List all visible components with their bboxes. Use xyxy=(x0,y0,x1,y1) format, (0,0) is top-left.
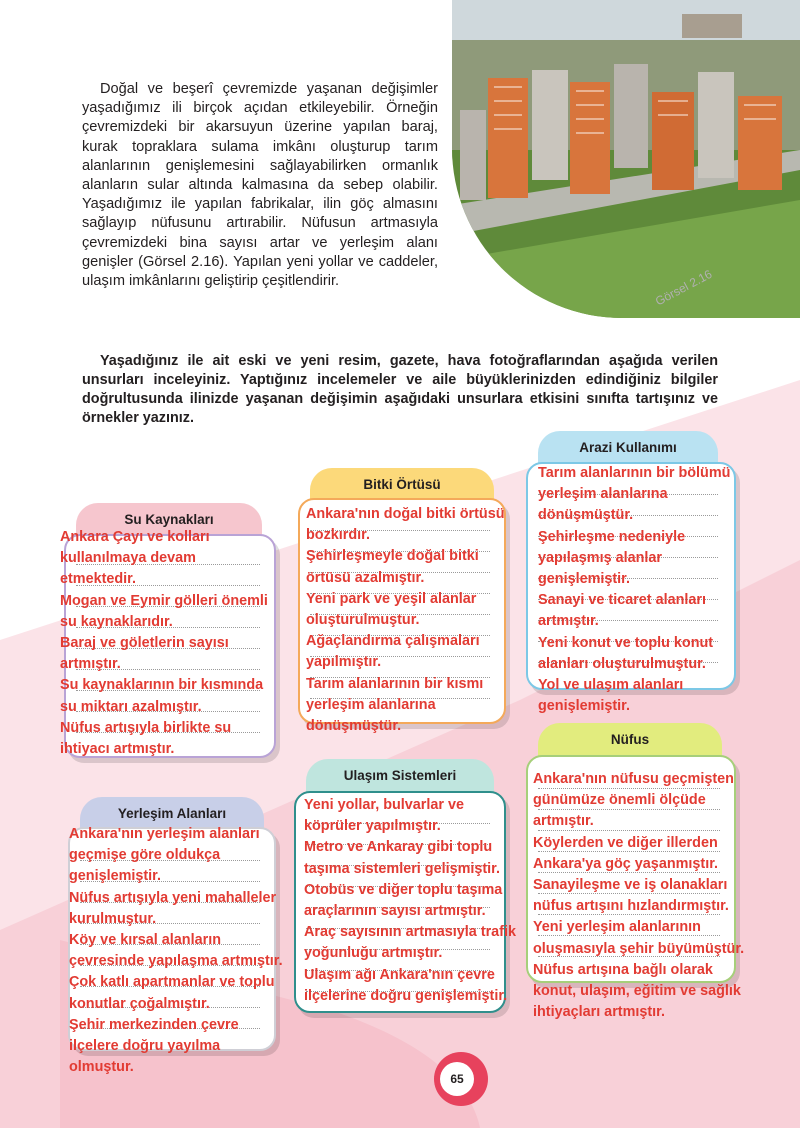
page-number: 65 xyxy=(440,1062,474,1096)
su-kaynaklari-answer: Ankara Çayı ve kolları kullanılmaya devam etmektedir. Mogan ve Eymir gölleri önemli su kaynaklarıdır. Baraj ve göletlerin sayısı artmıştır. Su kaynaklarının bir kısmında su miktarı azalmıştır. Nüfus artışıyla birlikte su ihtiyacı artmıştır. xyxy=(60,529,268,758)
bitki-ortusu-title: Bitki Örtüsü xyxy=(363,477,441,492)
arazi-kullanimi-title: Arazi Kullanımı xyxy=(579,440,677,455)
nufus-answer: Ankara'nın nüfusu geçmişten günümüze önemli ölçüde artmıştır. Köylerden ve diğer illerden Ankara'ya göç yaşanmıştır. Sanayileşme ve iş olanakları nüfus artışını hızlandırmıştır. Yeni yerleşim alanlarının oluşmasıyla şehir büyümüştür. Nüfus artışına bağlı olarak konut, ulaşım, eğitim ve sağlık ihtiyaçları artmıştır. xyxy=(533,771,745,1021)
yerlesim-alanlari-title: Yerleşim Alanları xyxy=(117,806,227,821)
photo-caption: Görsel 2.16 xyxy=(653,266,715,309)
nufus-title: Nüfus xyxy=(610,732,650,747)
su-kaynaklari-title: Su Kaynakları xyxy=(124,512,214,527)
yerlesim-alanlari-answer: Ankara'nın yerleşim alanları geçmişe göre oldukça genişlemiştir. Nüfus artışıyla yeni mahalleler kurulmuştur. Köy ve kırsal alanların çevresinde yapılaşma artmıştır. Çok katlı apartmanlar ve toplu konutlar çoğalmıştır. Şehir merkezinden çevre ilçelere doğru yayılma olmuştur. xyxy=(69,826,283,1076)
bitki-ortusu-answer: Ankara'nın doğal bitki örtüsü bozkırdır. Şehirleşmeyle doğal bitki örtüsü azalmıştır. Yeni park ve yeşil alanlar oluşturulmuştur. Ağaçlandırma çalışmaları yapılmıştır. Tarım alanlarının bir kısmı yerleşim alanlarına dönüşmüştür. xyxy=(306,506,505,735)
ulasim-sistemleri-answer: Yeni yollar, bulvarlar ve köprüler yapılmıştır. Metro ve Ankaray gibi toplu taşıma sistemleri gelişmiştir. Otobüs ve diğer toplu taşıma araçlarının sayısı artmıştır. Araç sayısının artmasıyla trafik yoğunluğu artmıştır. Ulaşım ağı Ankara'nın çevre ilçelerine doğru genişlemiştir. xyxy=(304,797,516,1004)
apartment-blocks-image xyxy=(452,0,800,318)
city-photo xyxy=(452,0,800,318)
activity-instruction: Yaşadığınız ile ait eski ve yeni resim, gazete, hava fotoğraflarından aşağıda verilen unsurları inceleyiniz. Yaptığınız incelemeler ve aile büyüklerinizden edindiğiniz bilgiler doğrultusunda ilinizde yaşanan değişimin aşağıdaki unsurlara etkisini sınıfta tartışınız ve örnekler yazınız. xyxy=(82,353,718,426)
intro-paragraph: Doğal ve beşerî çevremizde yaşanan değişimler yaşadığımız ili birçok açıdan etkileyebilir. Örneğin çevremizdeki bir akarsuyun üzerine yapılan baraj, kurak topraklara sulama imkânı oluşturup tarım alanlarının genişlemesini sağlayabilirken ormanlık alanların sular altında kalmasına da sebep olabilir. Yaşadığımız ile yapılan fabrikalar, ilin göç almasını sağlayıp nüfusunu artırabilir. Nüfusun artmasıyla çevremizdeki bina sayısı artar ve yerleşim alanı genişler (Görsel 2.16). Yapılan yeni yollar ve caddeler, ulaşım imkânlarını geliştirip çeşitlendirir. xyxy=(82,81,438,290)
arazi-kullanimi-answer: Tarım alanlarının bir bölümü yerleşim alanlarına dönüşmüştür. Şehirleşme nedeniyle yapılaşmış alanlar genişlemiştir. Sanayi ve ticaret alanları artmıştır. Yeni konut ve toplu konut alanları oluşturulmuştur. Yol ve ulaşım alanları genişlemiştir. xyxy=(538,465,731,715)
ulasim-sistemleri-title: Ulaşım Sistemleri xyxy=(343,768,457,783)
